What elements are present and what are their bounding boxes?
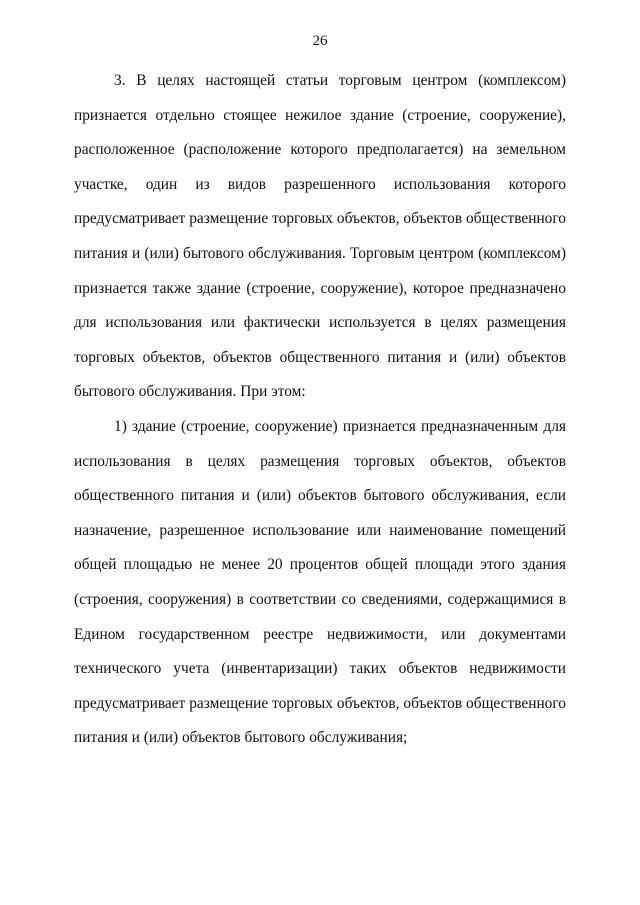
document-body	[74, 64, 566, 756]
page-number: 26	[312, 33, 328, 49]
paragraph-3: 3. В целях настоящей статьи торговым центром (комплексом) признается отдельно стоящее нежилое здание (строение, сооружение), расположенное (расположение которого предполагается) на земельном участке, один из видов разрешенного использования которого предусматривает размещение торговых объектов, объектов общественного питания и (или) бытового обслуживания. Торговым центром (комплексом) признается также здание (строение, сооружение), которое предназначено для использования или фактически используется в целях размещения торговых объектов, объектов общественного питания и (или) объектов бытового обслуживания. При этом:	[74, 72, 566, 401]
paragraph-3-item-1: 1) здание (строение, сооружение) признается предназначенным для использования в целях размещения торговых объектов, объектов общественного питания и (или) объектов бытового обслуживания, если назначение, разрешенное использование или наименование помещений общей площадью не менее 20 процентов общей площади этого здания (строения, сооружения) в соответствии со сведениями, содержащимися в Едином государственном реестре недвижимости, или документами технического учета (инвентаризации) таких объектов недвижимости предусматривает размещение торговых объектов, объектов общественного питания и (или) объектов бытового обслуживания;	[74, 417, 566, 747]
